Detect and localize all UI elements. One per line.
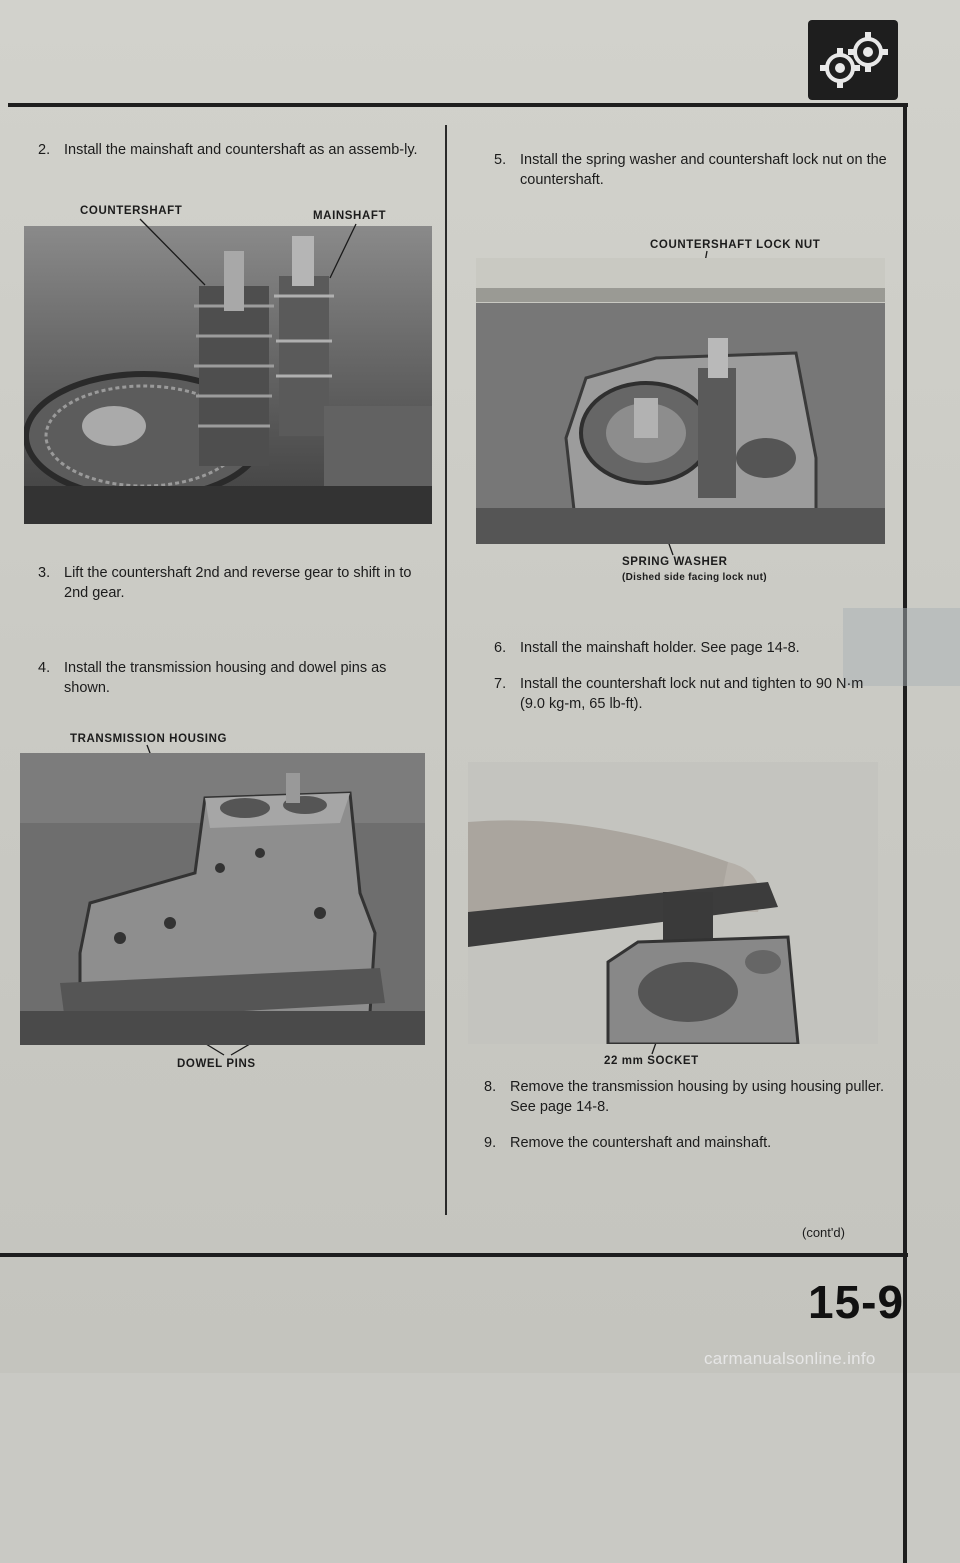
label-22mm-socket: 22 mm SOCKET — [604, 1055, 699, 1067]
label-spring-washer: SPRING WASHER — [622, 556, 728, 568]
photo-transmission-housing — [20, 753, 425, 1045]
step-text: Remove the transmission housing by using housing puller. See page 14-8. — [510, 1079, 884, 1115]
page-number: 15-9 — [808, 1276, 905, 1328]
label-transmission-housing: TRANSMISSION HOUSING — [70, 733, 228, 745]
step-number: 2. — [38, 142, 51, 158]
step-number: 6. — [494, 640, 507, 656]
step-text: Install the transmission housing and dowel pins as shown. — [64, 660, 387, 696]
label-countershaft: COUNTERSHAFT — [80, 205, 183, 217]
label-countershaft-lock-nut: COUNTERSHAFT LOCK NUT — [650, 239, 821, 251]
step-number: 8. — [484, 1079, 497, 1095]
step-text: Remove the countershaft and mainshaft. — [510, 1135, 772, 1151]
step-number: 9. — [484, 1135, 497, 1151]
label-mainshaft: MAINSHAFT — [313, 210, 387, 222]
watermark: carmanualsonline.info — [704, 1349, 876, 1368]
step-number: 7. — [494, 676, 507, 692]
step-number: 4. — [38, 660, 51, 676]
photo-lock-nut — [476, 258, 885, 544]
label-spring-washer-note: (Dished side facing lock nut) — [622, 572, 767, 583]
step-number: 5. — [494, 152, 507, 168]
bottom-rule — [0, 1253, 908, 1257]
step-text: Install the mainshaft and countershaft as an assemb-ly. — [64, 142, 418, 158]
step-text: Install the spring washer and countershaft lock nut on the countershaft. — [520, 152, 887, 188]
step-text: Lift the countershaft 2nd and reverse gear to shift in to 2nd gear. — [64, 565, 412, 601]
step-text: Install the countershaft lock nut and tighten to 90 N·m (9.0 kg-m, 65 lb-ft). — [520, 676, 864, 712]
step-text: Install the mainshaft holder. See page 14-8. — [520, 640, 800, 656]
step-number: 3. — [38, 565, 51, 581]
continued-note: (cont'd) — [802, 1225, 845, 1240]
label-dowel-pins: DOWEL PINS — [177, 1058, 256, 1070]
photo-socket — [468, 762, 878, 1044]
